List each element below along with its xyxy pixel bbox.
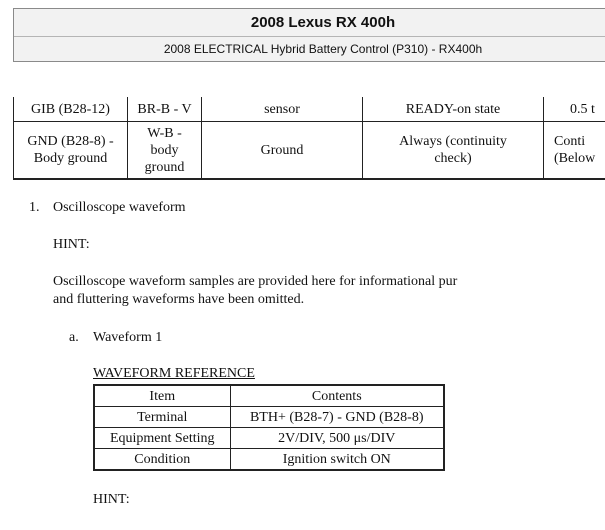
- document-header: [13, 8, 605, 62]
- table-header-row: [94, 385, 444, 407]
- table-cell: Conti (Below: [544, 122, 605, 180]
- table-cell: Always (continuity check): [363, 122, 544, 180]
- table-cell: GND (B28-8) - Body ground: [14, 122, 128, 180]
- waveform-reference-table: [93, 384, 445, 471]
- hint-text-line: and fluttering waveforms have been omitted.: [53, 292, 305, 307]
- table-header-cell: Contents: [230, 385, 444, 407]
- table-cell: sensor: [202, 97, 363, 122]
- table-cell: Ignition switch ON: [230, 449, 444, 471]
- table-cell: BTH+ (B28-7) - GND (B28-8): [230, 407, 444, 428]
- table-row: [14, 97, 605, 122]
- table-cell: Equipment Setting: [94, 428, 230, 449]
- table-cell: Terminal: [94, 407, 230, 428]
- step-title: Oscilloscope waveform: [53, 200, 186, 215]
- document-title: 2008 Lexus RX 400h: [14, 9, 605, 37]
- terminal-table: [13, 97, 605, 180]
- table-cell: 0.5 t: [544, 97, 605, 122]
- table-cell: Ground: [202, 122, 363, 180]
- table-cell: W-B - body ground: [128, 122, 202, 180]
- table-cell: READY-on state: [363, 97, 544, 122]
- table-row: [94, 428, 444, 449]
- waveform-reference-title: WAVEFORM REFERENCE: [93, 366, 255, 381]
- table-cell: BR-B - V: [128, 97, 202, 122]
- step-number: 1.: [29, 200, 40, 215]
- table-row: [14, 122, 605, 180]
- table-header-cell: Item: [94, 385, 230, 407]
- waveform-label: Waveform 1: [93, 330, 163, 345]
- table-cell: GIB (B28-12): [14, 97, 128, 122]
- table-row: [94, 449, 444, 471]
- table-row: [94, 407, 444, 428]
- hint-text-line: Oscilloscope waveform samples are provided here for informational pur: [53, 274, 458, 289]
- substep-marker: a.: [69, 330, 79, 345]
- table-cell: Condition: [94, 449, 230, 471]
- table-cell: 2V/DIV, 500 μs/DIV: [230, 428, 444, 449]
- document-subtitle: 2008 ELECTRICAL Hybrid Battery Control (P310) - RX400h: [163, 42, 483, 56]
- hint-label: HINT:: [53, 237, 90, 252]
- waveform-hint-label: HINT:: [93, 492, 130, 507]
